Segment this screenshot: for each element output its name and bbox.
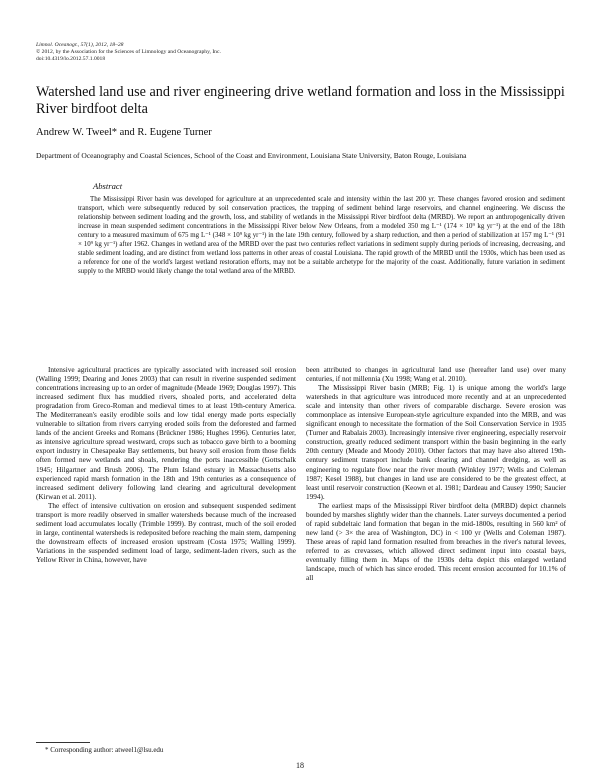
- journal-citation: Limnol. Oceanogr., 57(1), 2012, 18–28: [36, 42, 124, 48]
- copyright-line: © 2012, by the Association for the Sciences of Limnology and Oceanography, Inc.: [36, 49, 221, 55]
- author-affiliation: Department of Oceanography and Coastal Sciences, School of the Coast and Environment, Louisiana State University, Baton Rouge, Louisiana: [36, 151, 467, 160]
- body-paragraph: The effect of intensive cultivation on erosion and subsequent suspended sediment transport is more readily observed in smaller watersheds because much of the increased sediment load accumulates locally (Trimble 1999). By contrast, much of the soil eroded in large, continental watersheds is redeposited before reaching the main stem, dampening the downstream effects of increased erosion upstream (Costa 1975; Walling 1999). Variations in the suspended sediment load of large, sediment-laden rivers, such as the Yellow River in China, however, have: [36, 501, 296, 564]
- body-column-right: [306, 366, 566, 583]
- body-column-left: [36, 366, 296, 565]
- author-list: Andrew W. Tweel* and R. Eugene Turner: [36, 127, 212, 138]
- body-paragraph: The Mississippi River basin (MRB; Fig. 1) is unique among the world's large watersheds in that agriculture was introduced more recently and at an unprecedented scale and intensity than other rivers of comparable discharge. Severe erosion was commonplace as intensive European-style agriculture expanded into the MRB, and was significant enough to necessitate the formation of the Soil Conservation Service in 1935 (Turner and Rabalais 2003). Increasingly intensive river engineering, especially reservoir construction, greatly reduced sediment transport within the basin beginning in the early 20th century (Meade and Moody 2010). Other factors that may have also altered 19th-century sediment transport include bank clearing and channel dredging, as well as engineering to regulate flow near the river mouth (Winkley 1977; Wells and Coleman 1987; Kesel 1988), but changes in land use are considered to be the greatest effect, at least until reservoir construction (Keown et al. 1981; Dardeau and Causey 1990; Saucier 1994).: [306, 384, 566, 501]
- paper-title: Watershed land use and river engineering drive wetland formation and loss in the Mississippi River birdfoot delta: [36, 84, 565, 117]
- body-paragraph: been attributed to changes in agricultural land use (hereafter land use) over many centuries, if not millennia (Xu 1998; Wang et al. 2010).: [306, 366, 566, 384]
- page-number: 18: [296, 761, 304, 770]
- corresponding-author-footnote: * Corresponding author: atweel1@lsu.edu: [45, 746, 164, 754]
- body-paragraph: The earliest maps of the Mississippi River birdfoot delta (MRBD) depict channels bounded by marshes slightly wider than the channels. Later surveys documented a period of rapid subdeltaic land formation that began in the mid-1800s, resulting in 560 km² of new land (> 3× the area of Washington, DC) in < 100 yr (Wells and Coleman 1987). These areas of rapid land formation resulted from breaches in the river's natural levees, referred to as crevasses, which allowed direct sediment input into coastal bays, eventually filling them in. Maps of the 1930s delta depict this enlarged wetland landscape, much of which has since eroded. This recent erosion accounted for 10.1% of all: [306, 501, 566, 583]
- footnote-divider: [36, 742, 90, 743]
- abstract-heading: Abstract: [93, 181, 123, 191]
- abstract-text: The Mississippi River basin was developed for agriculture at an unprecedented scale and intensity within the last 200 yr. These changes favored erosion and sediment transport, which were subsequently reduced by soil conservation practices, the trapping of sediment behind large reservoirs, and channel engineering. We discuss the relationship between sediment loading and the growth, loss, and stability of wetlands in the Mississippi River birdfoot delta (MRBD). We report an anthropogenically driven increase in mean suspended sediment concentrations in the Mississippi River below New Orleans, from a modeled 350 mg L⁻¹ (174 × 10⁹ kg yr⁻¹) at the end of the 18th century to a measured maximum of 675 mg L⁻¹ (348 × 10⁹ kg yr⁻¹) in the late 19th century, followed by a sharp reduction, and then a period of stabilization at 157 mg L⁻¹ (91 × 10⁹ kg yr⁻¹) after 1962. Changes in wetland area of the MRBD over the past two centuries reflect variations in sediment supply during periods of increasing, decreasing, and stable sediment loading, and are distinct from wetland loss patterns in other areas of coastal Louisiana. The rapid growth of the MRBD until the 1930s, which has been used as a reference for one of the world's largest wetland restoration efforts, may not be a suitable archetype for the majority of the coast. Additionally, future variation in sediment supply to the MRBD would likely change the total wetland area of the MRBD.: [78, 196, 565, 275]
- journal-header: [36, 42, 221, 63]
- doi-line: doi:10.4319/lo.2012.57.1.0018: [36, 56, 106, 62]
- body-paragraph: Intensive agricultural practices are typically associated with increased soil erosion (Walling 1999; Dearing and Jones 2003) that can result in riverine suspended sediment concentrations increasing up to an order of magnitude (Meade 1969; Douglas 1997). This increased sediment flux has muddied rivers, shoaled ports, and accelerated delta progradation from Greco-Roman and medieval times to at least 19th-century America. The Mediterranean's easily erodible soils and low tidal energy made ports especially vulnerable to siltation from rivers carrying eroded soils from the deforested and farmed lands of the ancient Greeks and Romans (Brückner 1986; Hughes 1996). Centuries later, as intensive agriculture spread westward, crops such as tobacco gave birth to a booming export industry in Chesapeake Bay settlements, but heavy soil erosion from those fields often formed new wetlands and shoals, rendering the ports inaccessible (Gottschalk 1945; Hilgartner and Brush 2006). The Plum Island estuary in Massachusetts also experienced rapid marsh formation in the 18th and 19th centuries as a consequence of increased sediment delivery following land clearing and agricultural development (Kirwan et al. 2011).: [36, 366, 296, 501]
